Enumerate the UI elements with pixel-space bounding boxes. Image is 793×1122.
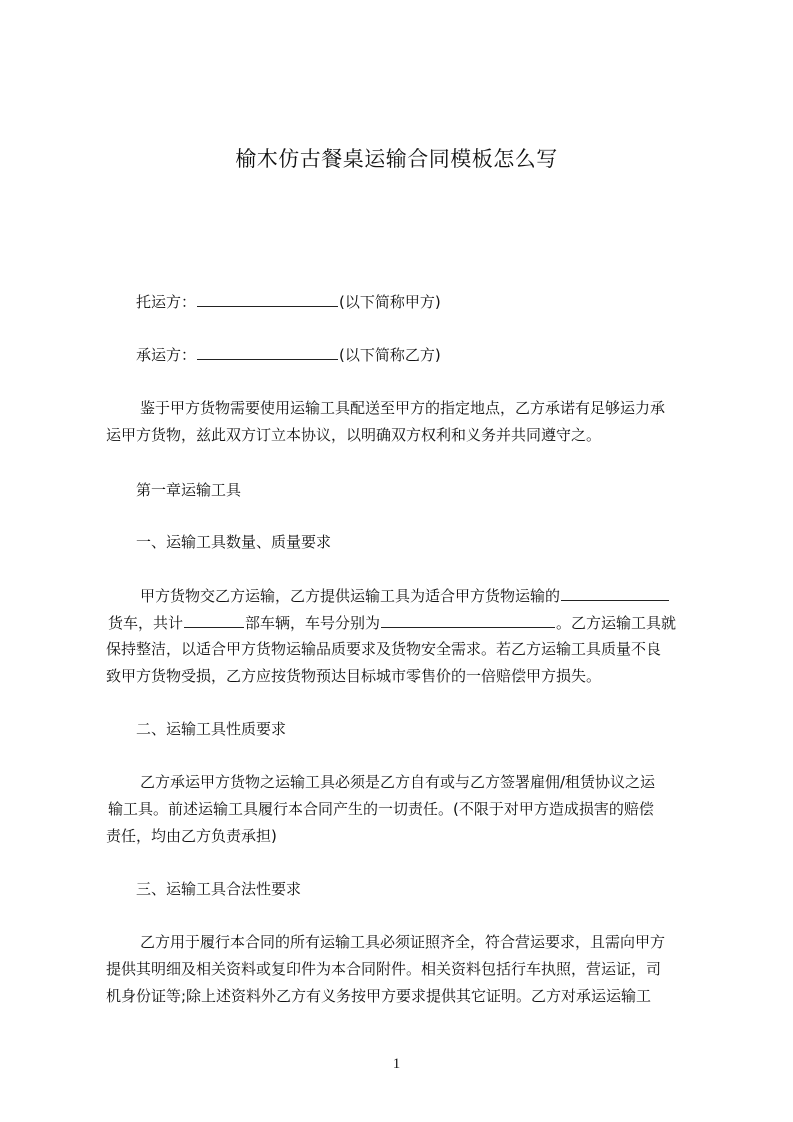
truck-type-blank [561, 585, 669, 601]
section1-line-2 [108, 612, 676, 633]
chapter-heading: 第一章运输工具 [136, 481, 242, 499]
section1-line-2-a: 货车，共计 [108, 614, 184, 632]
consignor-suffix: (以下简称甲方) [339, 293, 441, 311]
carrier-blank [197, 344, 338, 360]
plate-number-blank [381, 612, 555, 628]
consignor-blank [197, 291, 338, 307]
carrier-line [136, 344, 441, 365]
section2-line-3: 责任，均由乙方负责承担) [106, 827, 277, 845]
section2-heading: 二、运输工具性质要求 [136, 720, 287, 738]
page-number: 1 [392, 1056, 401, 1072]
section3-line-3: 机身份证等;除上述资料外乙方有义务按甲方要求提供其它证明。乙方对承运运输工 [106, 987, 652, 1005]
section1-line-4: 致甲方货物受损，乙方应按货物预达目标城市零售价的一倍赔偿甲方损失。 [106, 667, 602, 685]
document-title: 榆木仿古餐桌运输合同模板怎么写 [235, 147, 558, 171]
section1-line-2-b: 部车辆，车号分别为 [245, 614, 381, 632]
consignor-label: 托运方： [136, 293, 197, 311]
carrier-label: 承运方： [136, 346, 197, 364]
section1-line-1-text: 甲方货物交乙方运输，乙方提供运输工具为适合甲方货物运输的 [140, 587, 561, 605]
section1-heading: 一、运输工具数量、质量要求 [136, 533, 332, 551]
intro-line-2: 运甲方货物，兹此双方订立本协议，以明确双方权利和义务并共同遵守之。 [106, 426, 602, 444]
section1-line-3: 保持整洁，以适合甲方货物运输品质要求及货物安全需求。若乙方运输工具质量不良 [106, 640, 662, 658]
section1-line-2-c: 。乙方运输工具就 [556, 614, 677, 632]
section2-line-1: 乙方承运甲方货物之运输工具必须是乙方自有或与乙方签署雇佣/租赁协议之运 [140, 773, 656, 791]
vehicle-count-blank [184, 612, 244, 628]
carrier-suffix: (以下简称乙方) [339, 346, 441, 364]
intro-line-1: 鉴于甲方货物需要使用运输工具配送至甲方的指定地点，乙方承诺有足够运力承 [140, 399, 666, 417]
section3-line-2: 提供其明细及相关资料或复印件为本合同附件。相关资料包括行车执照，营运证，司 [106, 960, 662, 978]
section2-line-2: 输工具。前述运输工具履行本合同产生的一切责任。(不限于对甲方造成损害的赔偿 [108, 800, 654, 818]
section3-heading: 三、运输工具合法性要求 [136, 880, 302, 898]
section3-line-1: 乙方用于履行本合同的所有运输工具必须证照齐全，符合营运要求，且需向甲方 [140, 933, 666, 951]
consignor-line [136, 291, 441, 312]
section1-line-1 [140, 585, 670, 606]
